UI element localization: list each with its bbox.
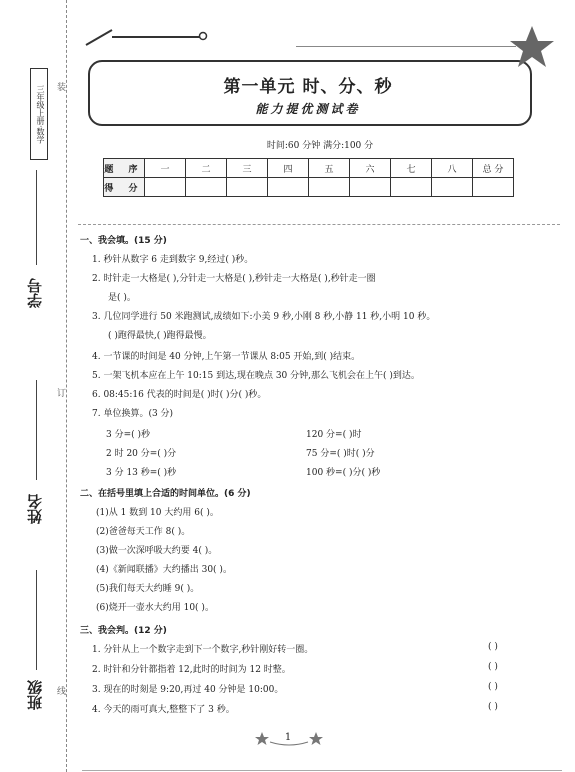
score-cell[interactable]	[186, 178, 227, 197]
score-cell[interactable]	[268, 178, 309, 197]
conversion-item: 3 分=( )秒	[106, 430, 151, 440]
page-title: 第一单元 时、分、秒	[223, 77, 393, 97]
page-number: 1	[284, 732, 292, 743]
fill-unit-item: (4)《新闻联播》大约播出 30( )。	[96, 565, 232, 575]
conversion-item: 3 分 13 秒=( )秒	[106, 468, 177, 478]
question-3-cont: ( )跑得最快,( )跑得最慢。	[108, 331, 212, 341]
score-cell[interactable]	[391, 178, 432, 197]
conversion-item: 100 秒=( )分( )秒	[306, 468, 381, 478]
header-deco-line	[112, 36, 204, 38]
class-label: 班级	[26, 680, 44, 710]
question-2-cont: 是( )。	[108, 293, 136, 303]
question-7: 7. 单位换算。(3 分)	[92, 409, 174, 419]
judge-answer-paren[interactable]: ( )	[488, 682, 498, 692]
score-cell[interactable]	[227, 178, 268, 197]
fill-unit-item: (5)我们每天大约睡 9( )。	[96, 584, 200, 594]
bottom-rule	[82, 770, 562, 771]
question-5: 5. 一架飞机本应在上午 10:15 到达,现在晚点 30 分钟,那么飞机会在上午( )到达。	[92, 371, 420, 381]
column-label: 四	[268, 159, 309, 178]
bind-word-1: 装	[57, 83, 67, 93]
fill-unit-item: (2)爸爸每天工作 8( )。	[96, 527, 191, 537]
binding-sidebar	[0, 0, 76, 772]
student-id-label: 学号	[26, 278, 44, 308]
exam-meta: 时间:60 分钟 满分:100 分	[266, 141, 374, 151]
row-label: 题 序	[104, 159, 145, 178]
section-2-title: 二、在括号里填上合适的时间单位。(6 分)	[80, 489, 251, 499]
name-label: 姓名	[26, 494, 44, 524]
fill-unit-item: (3)做一次深呼吸大约要 4( )。	[96, 546, 218, 556]
judge-item: 1. 分针从上一个数字走到下一个数字,秒针刚好转一圈。	[92, 645, 314, 655]
column-label: 五	[309, 159, 350, 178]
question-1: 1. 秒针从数字 6 走到数字 9,经过( )秒。	[92, 255, 254, 265]
column-label: 二	[186, 159, 227, 178]
question-3: 3. 几位同学进行 50 米跑测试,成绩如下:小美 9 秒,小刚 8 秒,小静 11 秒,小明 10 秒。	[92, 312, 436, 322]
score-table-score-row	[104, 178, 514, 197]
book-tag: 三年级上册·数学	[30, 68, 48, 160]
column-label: 总 分	[473, 159, 514, 178]
column-label: 八	[432, 159, 473, 178]
star-icon	[508, 24, 556, 70]
header-deco-line	[296, 46, 516, 47]
header-circle-icon	[198, 31, 208, 41]
question-6: 6. 08:45:16 代表的时间是( )时( )分( )秒。	[92, 390, 267, 400]
fill-unit-item: (1)从 1 数到 10 大约用 6( )。	[96, 508, 219, 518]
header-deco-line	[86, 29, 113, 46]
score-cell[interactable]	[309, 178, 350, 197]
column-label: 七	[391, 159, 432, 178]
name-fill-line	[36, 380, 37, 480]
conversion-item: 75 分=( )时( )分	[306, 449, 375, 459]
score-cell[interactable]	[145, 178, 186, 197]
judge-item: 3. 现在的时刻是 9:20,再过 40 分钟是 10:00。	[92, 685, 284, 695]
judge-answer-paren[interactable]: ( )	[488, 642, 498, 652]
score-table	[103, 158, 514, 197]
student-id-fill-line	[36, 170, 37, 265]
bind-word-3: 线	[57, 687, 67, 697]
class-fill-line	[36, 570, 37, 670]
section-1-title: 一、我会填。(15 分)	[80, 236, 167, 246]
score-cell[interactable]	[350, 178, 391, 197]
question-2: 2. 时针走一大格是( ),分针走一大格是( ),秒针走一大格是( ),秒针走一圈	[92, 274, 376, 284]
column-label: 一	[145, 159, 186, 178]
column-label: 三	[227, 159, 268, 178]
judge-item: 2. 时针和分针都指着 12,此时的时间为 12 时整。	[92, 665, 291, 675]
section-3-title: 三、我会判。(12 分)	[80, 626, 167, 636]
binding-line	[66, 0, 67, 772]
column-label: 六	[350, 159, 391, 178]
score-cell[interactable]	[432, 178, 473, 197]
score-cell[interactable]	[473, 178, 514, 197]
judge-item: 4. 今天的雨可真大,整整下了 3 秒。	[92, 705, 235, 715]
judge-answer-paren[interactable]: ( )	[488, 662, 498, 672]
bind-word-2: 订	[57, 389, 67, 399]
section-divider	[78, 224, 560, 225]
question-4: 4. 一节课的时间是 40 分钟,上午第一节课从 8:05 开始,到( )结束。	[92, 352, 361, 362]
judge-answer-paren[interactable]: ( )	[488, 702, 498, 712]
fill-unit-item: (6)烧开一壶水大约用 10( )。	[96, 603, 214, 613]
page-subtitle: 能力提优测试卷	[255, 102, 361, 116]
score-table-header-row	[104, 159, 514, 178]
conversion-item: 120 分=( )时	[306, 430, 362, 440]
row-label: 得 分	[104, 178, 145, 197]
conversion-item: 2 时 20 分=( )分	[106, 449, 177, 459]
